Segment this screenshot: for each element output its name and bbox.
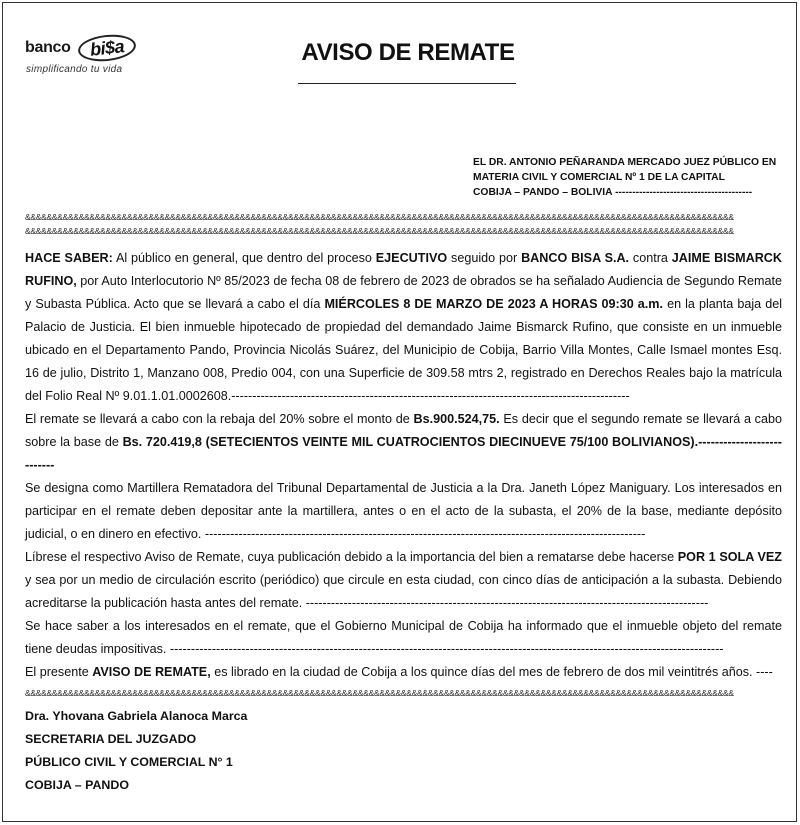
logo-badge-text: bi$a: [88, 35, 125, 60]
logo-tagline: simplificando tu vida: [26, 64, 123, 75]
paragraph-rebaja: [25, 408, 782, 477]
body-text: Al público en general, que dentro del proceso: [112, 251, 376, 265]
body-text: es librado en la ciudad de Cobija a los quince días del mes de febrero de dos mil veintitrés años. ----: [210, 665, 773, 679]
bold-text: BANCO BISA S.A.: [521, 251, 630, 265]
paragraph-martillera: Se designa como Martillera Rematadora del Tribunal Departamental de Justicia a la Dra. Janeth López Maniguary. Los interesados en participar en el remate deben depositar ante la martillera, antes o en el acto de la subasta, el 20% de la base, mediante depósito judicial, o en dinero en efectivo. ---------------------------------------------------------------------------------------------------------: [25, 481, 782, 541]
body-text: seguido por: [447, 251, 522, 265]
logo-word: banco: [25, 39, 71, 56]
bank-logo: [25, 33, 145, 79]
signature-block: [25, 705, 425, 797]
body-text: Líbrese el respectivo Aviso de Remate, cuya publicación debido a la importancia del bien a rematarse debe hacerse: [25, 550, 678, 564]
bold-text: POR 1 SOLA VEZ: [677, 550, 782, 564]
separator-line: &&&&&&&&&&&&&&&&&&&&&&&&&&&&&&&&&&&&&&&&&&&&&&&&&&&&&&&&&&&&&&&&&&&&&&&&&&&&&&&&&&&&&&&&&&&&&&&&&&&&&&&&&&&&&&&&&&&&&&&&&&&&&&&&&&&&: [25, 226, 734, 236]
separator-line: &&&&&&&&&&&&&&&&&&&&&&&&&&&&&&&&&&&&&&&&&&&&&&&&&&&&&&&&&&&&&&&&&&&&&&&&&&&&&&&&&&&&&&&&&&&&&&&&&&&&&&&&&&&&&&&&&&&&&&&&&&&&&&&&&&&&: [25, 688, 734, 698]
judge-line-3: COBIJA – PANDO – BOLIVIA ----------------------------------------: [473, 187, 753, 198]
title-underline: [298, 83, 516, 84]
notice-page: [2, 2, 797, 822]
signatory-role-1: SECRETARIA DEL JUZGADO: [25, 732, 197, 746]
logo-badge: [77, 32, 137, 64]
bold-text: AVISO DE REMATE,: [92, 665, 211, 679]
body-text: El remate se llevará a cabo con la rebaja del 20% sobre el monto de: [25, 412, 414, 426]
judge-line-2: MATERIA CIVIL Y COMERCIAL Nº 1 DE LA CAPITAL: [473, 172, 725, 183]
body-text: El presente: [25, 665, 93, 679]
body-text: contra: [629, 251, 672, 265]
signatory-place: COBIJA – PANDO: [25, 778, 129, 792]
bold-text: MIÉRCOLES 8 DE MARZO DE 2023 A HORAS 09:30 a.m.: [324, 297, 664, 311]
body-text: Es decir que el segundo remate se llevará a cabo sobre la base de: [25, 412, 782, 449]
separator-line: &&&&&&&&&&&&&&&&&&&&&&&&&&&&&&&&&&&&&&&&&&&&&&&&&&&&&&&&&&&&&&&&&&&&&&&&&&&&&&&&&&&&&&&&&&&&&&&&&&&&&&&&&&&&&&&&&&&&&&&&&&&&&&&&&&&&: [25, 212, 734, 222]
paragraph-deudas: Se hace saber a los interesados en el remate, que el Gobierno Municipal de Cobija ha informado que el inmueble objeto del remate tiene deudas impositivas. ------------------------------------------------------------------------------------------------------------------------------------: [25, 619, 782, 656]
body-text: en la planta baja del Palacio de Justicia. El bien inmueble hipotecado de propiedad del demandado Jaime Bismarck Rufino, que consiste en un inmueble ubicado en el Departamento Pando, Provincia Nicolás Suárez, del Municipio de Cobija, Barrio Villa Montes, Calle Ismael montes Esq. 16 de julio, Distrito 1, Manzano 008, Predio 004, con una Superficie de 309.58 mtrs 2, registrado en Derechos Reales bajo la matrícula del Folio Real Nº 9.01.1.01.0002608.-----------------------------------------------------------------------------------------------: [25, 297, 783, 403]
bold-text: Bs. 720.419,8 (SETECIENTOS VEINTE MIL CUATROCIENTOS DIECINUEVE 75/100 BOLIVIANOS).---------------------------: [25, 435, 782, 472]
paragraph-hace-saber: [25, 247, 782, 408]
judge-header: [473, 155, 785, 200]
bold-text: HACE SABER:: [25, 251, 113, 265]
body-text: y sea por un medio de circulación escrito (periódico) que circule en esta ciudad, con cinco días de anticipación a la subasta. Debiendo acreditarse la publicación hasta antes del remate. ------------------------------------------------------------------------------------------------: [25, 573, 782, 610]
bold-text: JAIME BISMARCK RUFINO,: [25, 251, 782, 288]
paragraph-publicacion: [25, 546, 782, 615]
signatory-name: Dra. Yhovana Gabriela Alanoca Marca: [25, 709, 248, 723]
bold-text: Bs.900.524,75.: [413, 412, 500, 426]
paragraph-presente: [25, 661, 782, 684]
judge-line-1: EL DR. ANTONIO PEÑARANDA MERCADO JUEZ PÚBLICO EN: [473, 157, 777, 168]
signatory-role-2: PÚBLICO CIVIL Y COMERCIAL N° 1: [25, 755, 233, 769]
bold-text: EJECUTIVO: [375, 251, 448, 265]
body-text: por Auto Interlocutorio Nº 85/2023 de fecha 08 de febrero de 2023 de obrados se ha señalado Audiencia de Segundo Remate y Subasta Pública. Acto que se llevará a cabo el día: [25, 274, 782, 311]
page-title: AVISO DE REMATE: [301, 39, 515, 66]
notice-body: [25, 247, 782, 684]
